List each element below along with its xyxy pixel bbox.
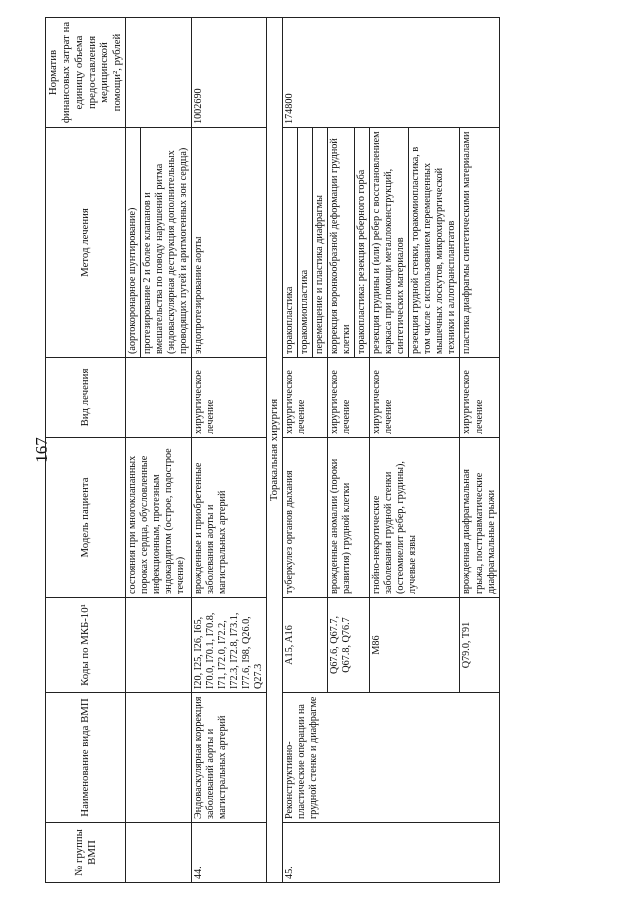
cell-name: Эндоваскулярная коррекция заболеваний аорты и магистральных артерий xyxy=(192,693,267,823)
cell-method: перемещение и пластика диафрагмы xyxy=(313,128,328,358)
section-title: Торакальная хирургия xyxy=(267,18,283,883)
cell-model: туберкулез органов дыхания xyxy=(283,438,328,598)
cell-model: гнойно-некротические заболевания грудной стенки (остеомиелит ребер, грудины), лучевые язвы xyxy=(370,438,460,598)
page-number: 167 xyxy=(32,437,51,463)
cell-norm: 1002690 xyxy=(192,18,267,128)
cell-type xyxy=(126,358,192,438)
cell-type: хирургическое лечение xyxy=(370,358,460,438)
header-norm: Норматив финансовых затрат на единицу объема предоставления медицинской помощи², рублей xyxy=(46,18,126,128)
table-row-continuation xyxy=(126,18,141,883)
cell-num xyxy=(126,823,192,883)
cell-num: 44. xyxy=(192,823,267,883)
header-name: Наименование вида ВМП xyxy=(46,693,126,823)
cell-norm xyxy=(126,18,192,128)
cell-method: торакопластика xyxy=(283,128,298,358)
cell-method: протезирование 2 и более клапанов и вмешательства по поводу нарушений ритма (эндоваскулярная деструкция дополнительных проводящих путей и аритмогенных зон сердца) xyxy=(141,128,192,358)
cell-method: коррекция воронкообразной деформации грудной клетки xyxy=(328,128,355,358)
cell-num: 45. xyxy=(283,823,500,883)
section-row xyxy=(267,18,283,883)
cell-method: торакопластика: резекция реберного горба xyxy=(355,128,370,358)
cell-method: резекция грудной стенки, торакомиопластика, в том числе с использованием перемещенных мышечных лоскутов, микрохирургической техники и аллотрансплантатов xyxy=(409,128,460,358)
header-type: Вид лечения xyxy=(46,358,126,438)
header-num: № группы ВМП xyxy=(46,823,126,883)
cell-model: состояния при многоклапанных пороках сердца, обусловленные инфекционным, протезным эндокардитом (острое, подострое течение) xyxy=(126,438,192,598)
cell-type: хирургическое лечение xyxy=(192,358,267,438)
table-row-44 xyxy=(192,18,267,883)
cell-name xyxy=(126,693,192,823)
cell-codes xyxy=(126,598,192,693)
cell-method: эндопротезирование аорты xyxy=(192,128,267,358)
header-model: Модель пациента xyxy=(46,438,126,598)
cell-type: хирургическое лечение xyxy=(460,358,499,438)
cell-method: резекция грудины и (или) ребер с восстановлением каркаса при помощи металлоконструкций, синтетических материалов xyxy=(370,128,409,358)
cell-method: пластика диафрагмы синтетическими материалами xyxy=(460,128,499,358)
cell-model: врожденные и приобретенные заболевания аорты и магистральных артерий xyxy=(192,438,267,598)
cell-model: врожденные аномалии (пороки развития) грудной клетки xyxy=(328,438,370,598)
header-method: Метод лечения xyxy=(46,128,126,358)
cell-name: Реконструктивно-пластические операции на грудной стенке и диафрагме xyxy=(283,693,500,823)
cell-codes: I20, I25, I26, I65, I70.0, I70.1, I70.8, I71, I72.0, I72.2, I72.3, I72.8, I73.1, I77.6, I98, Q26.0, Q27.3 xyxy=(192,598,267,693)
cell-method: (аортокоронарное шунтирование) xyxy=(126,128,141,358)
cell-method: торакомиопластика xyxy=(298,128,313,358)
cell-type: хирургическое лечение xyxy=(283,358,328,438)
header-codes: Коды по МКБ-10¹ xyxy=(46,598,126,693)
cell-model: врожденная диафрагмальная грыжа, посттравматические диафрагмальные грыжи xyxy=(460,438,499,598)
rotated-table-container xyxy=(45,18,585,883)
cell-norm: 174800 xyxy=(283,18,500,128)
cell-codes: A15, A16 xyxy=(283,598,328,693)
table-header-row xyxy=(46,18,126,883)
cell-codes: M86 xyxy=(370,598,460,693)
table-row-45 xyxy=(283,18,298,883)
cell-codes: Q79.0, T91 xyxy=(460,598,499,693)
cell-codes: Q67.6, Q67.7, Q67.8, Q76.7 xyxy=(328,598,370,693)
vmp-table xyxy=(45,17,500,883)
cell-type: хирургическое лечение xyxy=(328,358,370,438)
